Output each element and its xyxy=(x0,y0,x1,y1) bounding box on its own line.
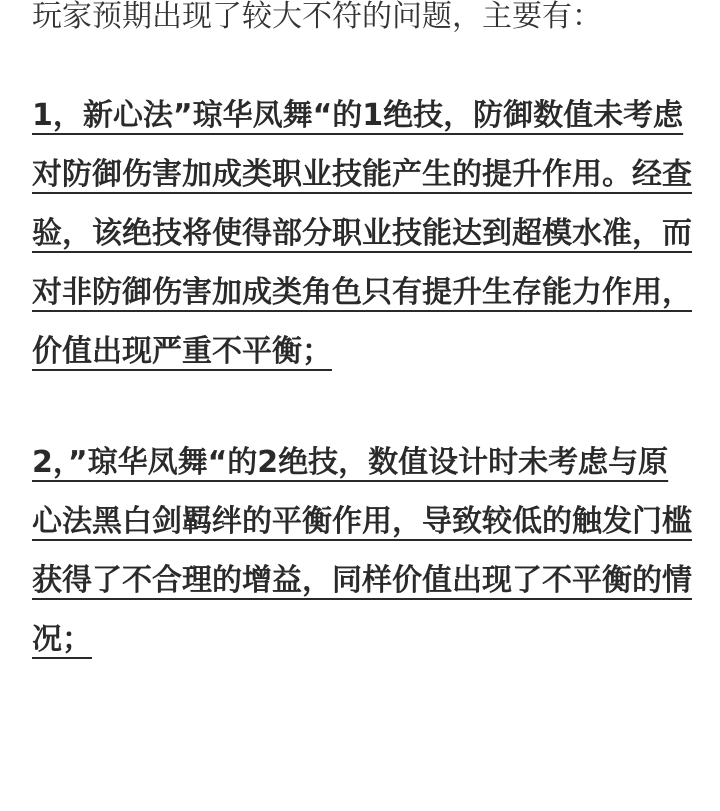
issue-text-2: 2，”琼华凤舞“的2绝技，数值设计时未考虑与原心法黑白剑羁绊的平衡作用，导致较低的触发门槛获得了不合理的增益，同样价值出现了不平衡的情况； xyxy=(32,445,692,657)
issue-paragraph-1 xyxy=(32,86,698,381)
issue-paragraph-2 xyxy=(32,433,698,669)
issue-text-1: 1，新心法”琼华凤舞“的1绝技，防御数值未考虑对防御伤害加成类职业技能产生的提升作用。经查验，该绝技将使得部分职业技能达到超模水准，而对非防御伤害加成类角色只有提升生存能力作用，价值出现严重不平衡； xyxy=(32,98,692,369)
intro-paragraph: 玩家预期出现了较大不符的问题，主要有： xyxy=(32,0,602,34)
